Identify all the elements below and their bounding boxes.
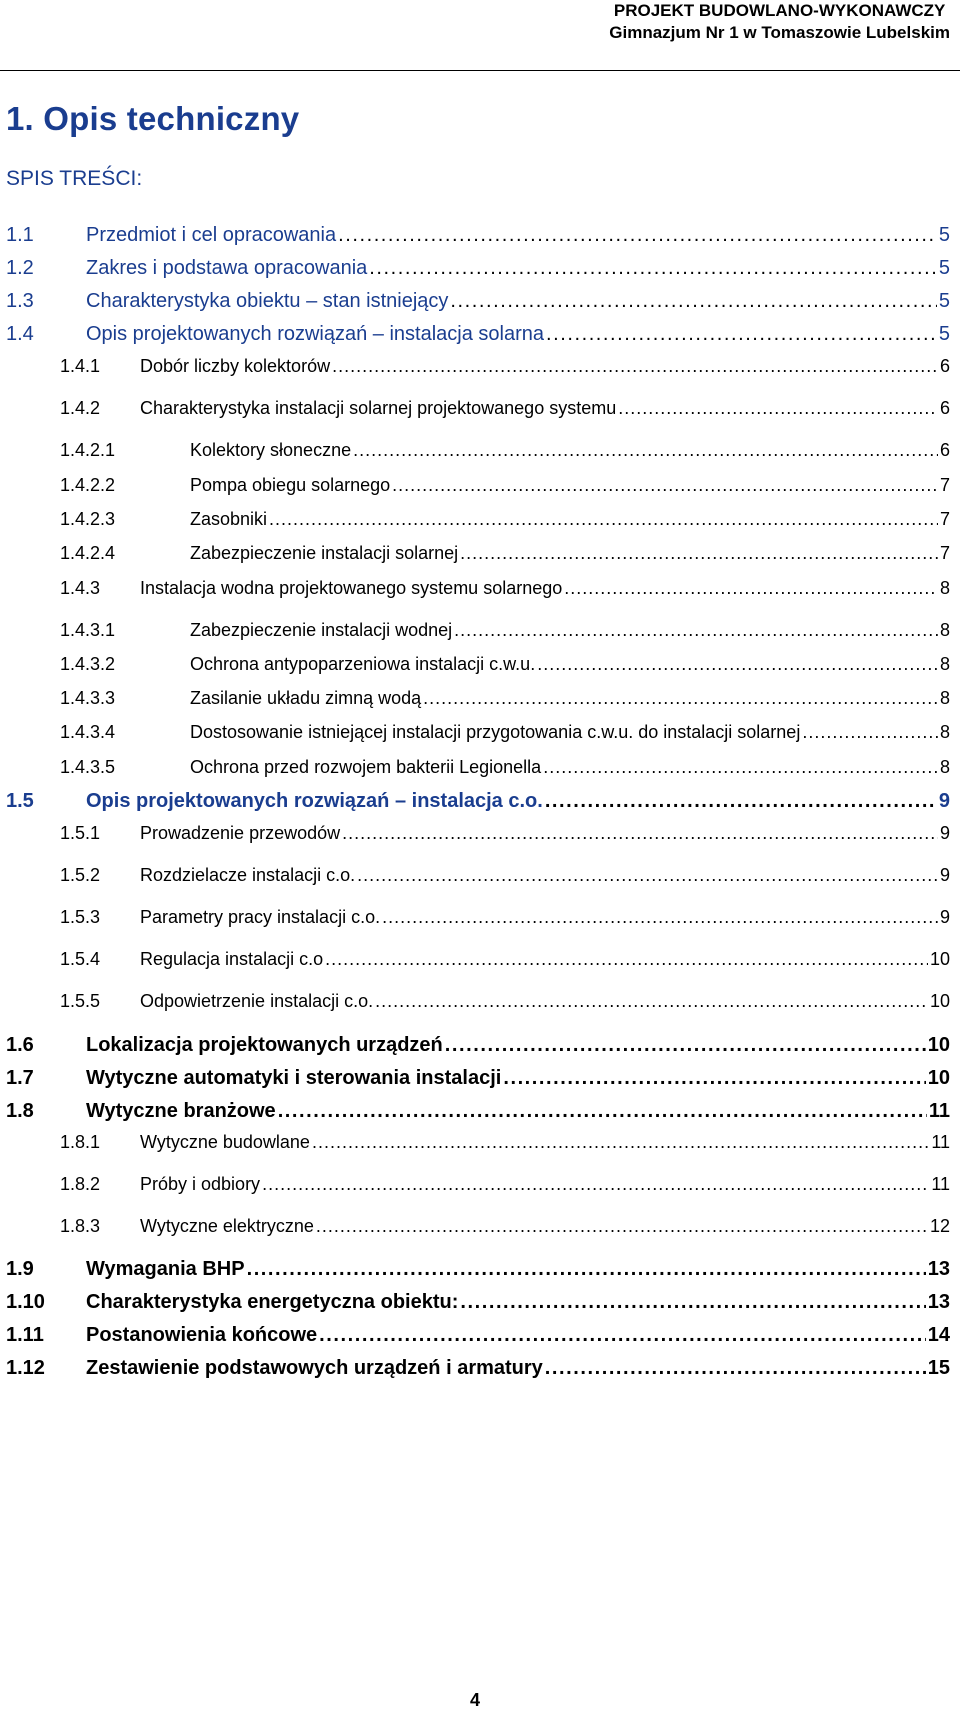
toc-entry-page: 15 (927, 1357, 950, 1379)
toc-entry-title: Prowadzenie przewodów (140, 823, 341, 843)
toc-entry-title: Dostosowanie istniejącej instalacji przygotowania c.w.u. do instalacji solarnej (190, 722, 801, 742)
toc-leader-dots (375, 991, 928, 1012)
toc-entry-title: Przedmiot i cel opracowania (86, 224, 337, 246)
toc-entry-page: 6 (939, 398, 950, 418)
toc-entry-page: 5 (938, 224, 950, 246)
toc-leader-dots (269, 509, 938, 530)
toc-entry[interactable] (6, 323, 950, 346)
toc-entry[interactable] (60, 991, 950, 1012)
toc-entry-title: Wytyczne budowlane (140, 1132, 310, 1152)
toc-entry-title: Zabezpieczenie instalacji solarnej (190, 543, 459, 563)
toc-entry-page: 7 (939, 475, 950, 495)
toc-leader-dots (332, 356, 938, 377)
page-number: 4 (470, 1690, 481, 1710)
toc-entry-page: 13 (927, 1291, 950, 1313)
toc-leader-dots (503, 1067, 925, 1090)
toc-entry-number: 1.4.3.5 (60, 757, 116, 777)
toc-entry-title: Charakterystyka obiektu – stan istniejący (86, 290, 449, 312)
toc-leader-dots (357, 865, 938, 886)
toc-entry-page: 12 (929, 1216, 950, 1236)
toc-entry-number: 1.8.1 (60, 1132, 101, 1152)
toc-entry[interactable] (60, 688, 950, 709)
toc-leader-dots (353, 440, 938, 461)
toc-leader-dots (460, 543, 938, 564)
toc-entry-number: 1.4.2.3 (60, 509, 116, 529)
toc-entry-page: 6 (939, 440, 950, 460)
toc-entry-number: 1.5.4 (60, 949, 101, 969)
toc-leader-dots (545, 790, 937, 813)
toc-entry-title: Odpowietrzenie instalacji c.o. (140, 991, 374, 1011)
toc-entry-page: 8 (939, 654, 950, 674)
toc-entry-number: 1.1 (6, 224, 34, 246)
toc-entry-title: Opis projektowanych rozwiązań – instalacja c.o. (86, 790, 543, 812)
toc-entry-title: Parametry pracy instalacji c.o. (140, 907, 381, 927)
toc-entry-page: 5 (938, 290, 950, 312)
toc-entry[interactable] (60, 722, 950, 743)
toc-entry-page: 9 (938, 790, 950, 812)
toc-entry-page: 7 (939, 543, 950, 563)
toc-entry-number: 1.9 (6, 1258, 34, 1280)
toc-entry-title: Postanowienia końcowe (86, 1324, 318, 1346)
toc-entry[interactable] (60, 865, 950, 886)
toc-entry-page: 7 (939, 509, 950, 529)
toc-entry-page: 11 (931, 1174, 950, 1194)
toc-leader-dots (450, 290, 936, 313)
toc-leader-dots (454, 620, 938, 641)
header-building-name: Gimnazjum Nr 1 w Tomaszowie Lubelskim (609, 23, 950, 42)
toc-entry-title: Wymagania BHP (86, 1258, 245, 1280)
toc-entry[interactable] (60, 757, 950, 778)
toc-entry[interactable] (60, 823, 950, 844)
toc-entry[interactable] (60, 1174, 950, 1195)
toc-entry-number: 1.2 (6, 257, 34, 279)
toc-entry-page: 10 (929, 991, 950, 1011)
toc-entry-title: Ochrona przed rozwojem bakterii Legionella (190, 757, 542, 777)
toc-entry[interactable] (60, 356, 950, 377)
toc-entry[interactable] (60, 620, 950, 641)
toc-leader-dots (802, 722, 938, 743)
toc-entry-number: 1.8 (6, 1100, 34, 1122)
toc-entry-title: Regulacja instalacji c.o (140, 949, 324, 969)
toc-entry-page: 8 (939, 620, 950, 640)
toc-entry-page: 9 (939, 823, 950, 843)
toc-entry[interactable] (60, 654, 950, 675)
toc-entry[interactable] (60, 440, 950, 461)
toc-entry[interactable] (60, 1132, 950, 1153)
toc-entry-number: 1.4.3.4 (60, 722, 116, 742)
toc-entry[interactable] (6, 1100, 950, 1123)
toc-leader-dots (342, 823, 938, 844)
toc-entry[interactable] (6, 1324, 950, 1347)
toc-leader-dots (537, 654, 938, 675)
toc-entry-page: 8 (939, 688, 950, 708)
toc-entry[interactable] (60, 543, 950, 564)
document-header (609, 0, 950, 44)
toc-entry-number: 1.4.2.1 (60, 440, 116, 460)
toc-entry-page: 10 (929, 949, 950, 969)
toc-leader-dots (338, 224, 937, 247)
toc-entry[interactable] (6, 790, 950, 813)
toc-entry-number: 1.5.2 (60, 865, 101, 885)
toc-heading: SPIS TREŚCI: (6, 167, 143, 190)
toc-entry[interactable] (60, 1216, 950, 1237)
toc-entry[interactable] (60, 578, 950, 599)
toc-entry-number: 1.4 (6, 323, 34, 345)
toc-entry-title: Ochrona antypoparzeniowa instalacji c.w.u. (190, 654, 536, 674)
toc-entry-number: 1.3 (6, 290, 34, 312)
header-divider (0, 70, 960, 71)
toc-entry-number: 1.11 (6, 1324, 44, 1346)
toc-entry-title: Dobór liczby kolektorów (140, 356, 331, 376)
toc-entry[interactable] (6, 290, 950, 313)
toc-entry-title: Instalacja wodna projektowanego systemu solarnego (140, 578, 563, 598)
toc-entry-number: 1.5.3 (60, 907, 101, 927)
toc-entry[interactable] (60, 475, 950, 496)
toc-entry-title: Wytyczne automatyki i sterowania instalacji (86, 1067, 502, 1089)
toc-entry-number: 1.4.3.3 (60, 688, 116, 708)
toc-entry-page: 6 (939, 356, 950, 376)
toc-entry-number: 1.7 (6, 1067, 34, 1089)
toc-entry-title: Wytyczne branżowe (86, 1100, 276, 1122)
toc-entry-number: 1.6 (6, 1034, 34, 1056)
toc-entry[interactable] (6, 1034, 950, 1057)
toc-entry-title: Wytyczne elektryczne (140, 1216, 314, 1236)
toc-entry[interactable] (6, 224, 950, 247)
toc-entry[interactable] (60, 509, 950, 530)
toc-entry-title: Zestawienie podstawowych urządzeń i armatury (86, 1357, 543, 1379)
toc-leader-dots (545, 1357, 926, 1380)
toc-entry-number: 1.4.2 (60, 398, 101, 418)
toc-entry-number: 1.4.3.2 (60, 654, 116, 674)
toc-entry-number: 1.5 (6, 790, 34, 812)
toc-entry-page: 10 (927, 1034, 950, 1056)
toc-entry-number: 1.12 (6, 1357, 45, 1379)
toc-entry-title: Kolektory słoneczne (190, 440, 352, 460)
toc-entry-page: 8 (939, 757, 950, 777)
toc-entry[interactable] (6, 1291, 950, 1314)
toc-leader-dots (460, 1291, 925, 1314)
toc-entry-title: Charakterystyka instalacji solarnej projektowanego systemu (140, 398, 617, 418)
toc-leader-dots (319, 1324, 926, 1347)
toc-entry-number: 1.8.2 (60, 1174, 101, 1194)
toc-entry-page: 11 (928, 1100, 950, 1122)
toc-leader-dots (564, 578, 938, 599)
toc-entry-title: Charakterystyka energetyczna obiektu: (86, 1291, 459, 1313)
toc-entry-page: 5 (938, 323, 950, 345)
toc-leader-dots (618, 398, 938, 419)
toc-entry-page: 14 (927, 1324, 950, 1346)
toc-leader-dots (423, 688, 938, 709)
toc-entry-page: 8 (939, 578, 950, 598)
toc-entry-page: 9 (939, 907, 950, 927)
toc-entry-number: 1.8.3 (60, 1216, 101, 1236)
toc-entry-title: Rozdzielacze instalacji c.o. (140, 865, 356, 885)
toc-entry-number: 1.10 (6, 1291, 45, 1313)
toc-leader-dots (247, 1258, 926, 1281)
toc-entry-number: 1.4.3.1 (60, 620, 116, 640)
toc-entry-number: 1.5.1 (60, 823, 101, 843)
toc-entry[interactable] (60, 907, 950, 928)
toc-leader-dots (543, 757, 938, 778)
toc-entry-number: 1.4.2.4 (60, 543, 116, 563)
toc-entry-page: 8 (939, 722, 950, 742)
toc-entry-title: Zakres i podstawa opracowania (86, 257, 368, 279)
toc-leader-dots (445, 1034, 926, 1057)
toc-entry-number: 1.4.1 (60, 356, 101, 376)
toc-leader-dots (392, 475, 938, 496)
toc-entry-number: 1.4.2.2 (60, 475, 116, 495)
toc-entry-number: 1.5.5 (60, 991, 101, 1011)
toc-entry-title: Zasobniki (190, 509, 268, 529)
toc-entry[interactable] (6, 1258, 950, 1281)
toc-leader-dots (312, 1132, 929, 1153)
toc-entry-title: Pompa obiegu solarnego (190, 475, 391, 495)
toc-entry-title: Zasilanie układu zimną wodą (190, 688, 422, 708)
toc-leader-dots (325, 949, 928, 970)
toc-leader-dots (316, 1216, 928, 1237)
toc-entry-page: 13 (927, 1258, 950, 1280)
toc-entry[interactable] (6, 257, 950, 280)
toc-entry-page: 10 (927, 1067, 950, 1089)
toc-entry[interactable] (60, 398, 950, 419)
toc-leader-dots (262, 1174, 929, 1195)
toc-entry-page: 5 (938, 257, 950, 279)
toc-entry-title: Próby i odbiory (140, 1174, 261, 1194)
toc-entry-title: Opis projektowanych rozwiązań – instalacja solarna (86, 323, 545, 345)
toc-leader-dots (278, 1100, 927, 1123)
toc-leader-dots (546, 323, 937, 346)
toc-entry-number: 1.4.3 (60, 578, 101, 598)
toc-leader-dots (369, 257, 937, 280)
toc-entry[interactable] (6, 1357, 950, 1380)
document-title: 1. Opis techniczny (6, 100, 300, 137)
toc-leader-dots (382, 907, 938, 928)
toc-entry-title: Zabezpieczenie instalacji wodnej (190, 620, 453, 640)
toc-entry-page: 9 (939, 865, 950, 885)
toc-entry-title: Lokalizacja projektowanych urządzeń (86, 1034, 443, 1056)
toc-entry[interactable] (6, 1067, 950, 1090)
header-project-type: PROJEKT BUDOWLANO-WYKONAWCZY (613, 1, 946, 20)
toc-entry-page: 11 (931, 1132, 950, 1152)
toc-entry[interactable] (60, 949, 950, 970)
